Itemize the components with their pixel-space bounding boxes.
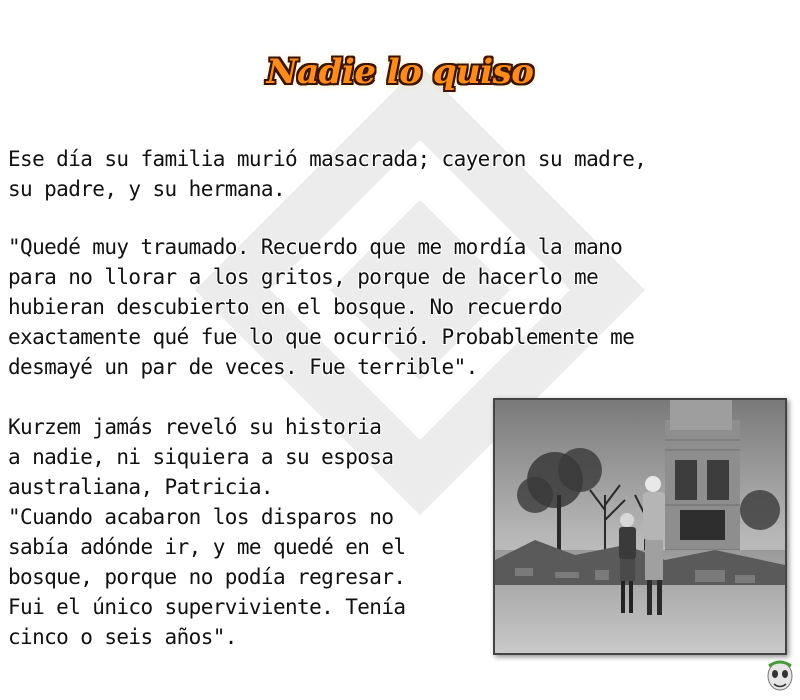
paragraph-kurzem: Kurzem jamás reveló su historia a nadie, ni siquiera a su esposa australiana, Patricia. "Cuando acabaron los disparos no sabía adónde ir, y me quedé en el bosque, porque no podía regresar. Fui el único superviviente. Tenía cinco o seis años".: [8, 415, 406, 649]
war-ruins-children-photo-icon: [495, 400, 785, 653]
skull-mask-icon: [765, 660, 795, 696]
war-ruins-photo: [493, 398, 787, 655]
paragraph-quote-trauma: "Quedé muy traumado. Recuerdo que me mordía la mano para no llorar a los gritos, porque de hacerlo me hubieran descubierto en el bosque. No recuerdo exactamente qué fue lo que ocurrió. Probablemente me desmayé un par de veces. Fue terrible".: [8, 235, 635, 379]
page-title: Nadie lo quiso: [266, 52, 534, 92]
paragraph-family: Ese día su familia murió masacrada; cayeron su madre, su padre, y su hermana.: [8, 147, 647, 201]
